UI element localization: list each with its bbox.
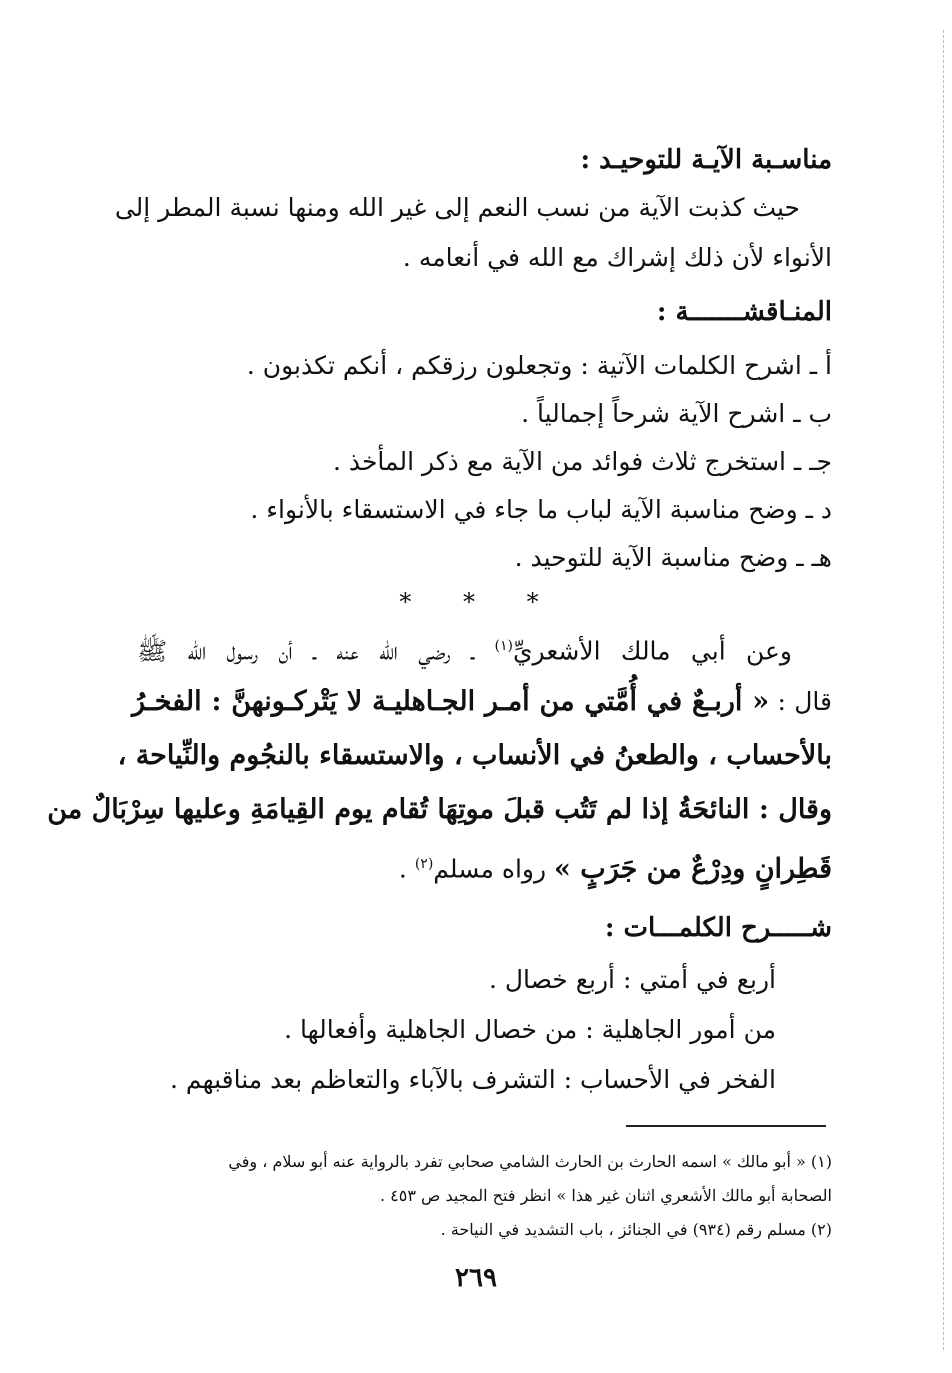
hadith-line-4: وقال : النائحَةُ إذا لم تَتُب قبلَ موتِهَا تُقام يوم القِيامَةِ وعليها سِرْبَالٌ من (47, 794, 832, 825)
hadith-period: . (398, 854, 415, 884)
word-explanation-3: الفخر في الأحساب : التشرف بالآباء والتعاظم بعد مناقبهم . (170, 1065, 776, 1094)
footnote-rule (626, 1125, 826, 1127)
discussion-item-b: ب ـ اشرح الآية شرحاً إجمالياً . (521, 399, 832, 428)
page-edge (942, 30, 944, 1350)
word-explanation-2: من أمور الجاهلية : من خصال الجاهلية وأفعالها . (284, 1015, 776, 1044)
relevance-line-2: الأنواء لأن ذلك إشراك مع الله في أنعامه . (402, 243, 832, 272)
footnote-ref-1: (١) (494, 638, 513, 654)
discussion-item-a: أ ـ اشرح الكلمات الآتية : وتجعلون رزقكم ، أنكم تكذبون . (246, 351, 832, 380)
discussion-heading: المنـاقشـــــــة : (656, 297, 832, 327)
hadith-intro-text: وعن أبي مالك الأشعريِّ (512, 636, 792, 666)
hadith-intro-rest: ـ رضي الله عنه ـ أن رسول الله ﷺ (137, 636, 495, 666)
hadith-text-end: قَطِرانٍ ودِرْعٌ من جَرَبٍ » (554, 853, 832, 885)
relevance-heading: مناسـبة الآيـة للتوحيـد : (580, 145, 832, 175)
word-explanation-1: أربع في أمتي : أربع خصال . (488, 965, 776, 994)
footnote-ref-2: (٢) (414, 856, 434, 872)
discussion-item-e: هـ ـ وضح مناسبة الآية للتوحيد . (514, 543, 832, 572)
relevance-line-1: حيث كذبت الآية من نسب النعم إلى غير الله ومنها نسبة المطر إلى (114, 193, 800, 222)
section-separator: * * * (399, 588, 561, 616)
footnote-1-line-1: (١) « أبو مالك » اسمه الحارث بن الحارث الشامي صحابي تفرد بالرواية عنه أبو سلام ، وفي (228, 1152, 832, 1171)
hadith-qal: قال : (769, 687, 832, 716)
page-number: ٢٦٩ (455, 1263, 497, 1293)
hadith-line-5 (132, 846, 832, 886)
footnote-1-line-2: الصحابة أبو مالك الأشعري اثنان غير هذا » انظر فتح المجيد ص ٤٥٣ . (380, 1186, 832, 1205)
footnote-2: (٢) مسلم رقم (٩٣٤) في الجنائز ، باب التشديد في النياحة . (440, 1220, 832, 1239)
hadith-source: رواه مسلم (433, 854, 554, 884)
hadith-line-3: بالأحساب ، والطعنُ في الأنساب ، والاستسقاء بالنجُوم والنِّياحة ، (117, 740, 832, 771)
hadith-text-start: « أربـعٌ في أُمَّتي من أمـر الجـاهليـة لا يَتْركـونهنَّ : الفخـرُ (132, 686, 770, 717)
words-heading: شـــــرح الكلمـــات : (604, 913, 832, 943)
discussion-item-c: جـ ـ استخرج ثلاث فوائد من الآية مع ذكر المأخذ . (332, 447, 832, 476)
hadith-intro (137, 628, 792, 668)
hadith-line-2 (132, 684, 832, 724)
discussion-item-d: د ـ وضح مناسبة الآية لباب ما جاء في الاستسقاء بالأنواء . (250, 495, 832, 524)
